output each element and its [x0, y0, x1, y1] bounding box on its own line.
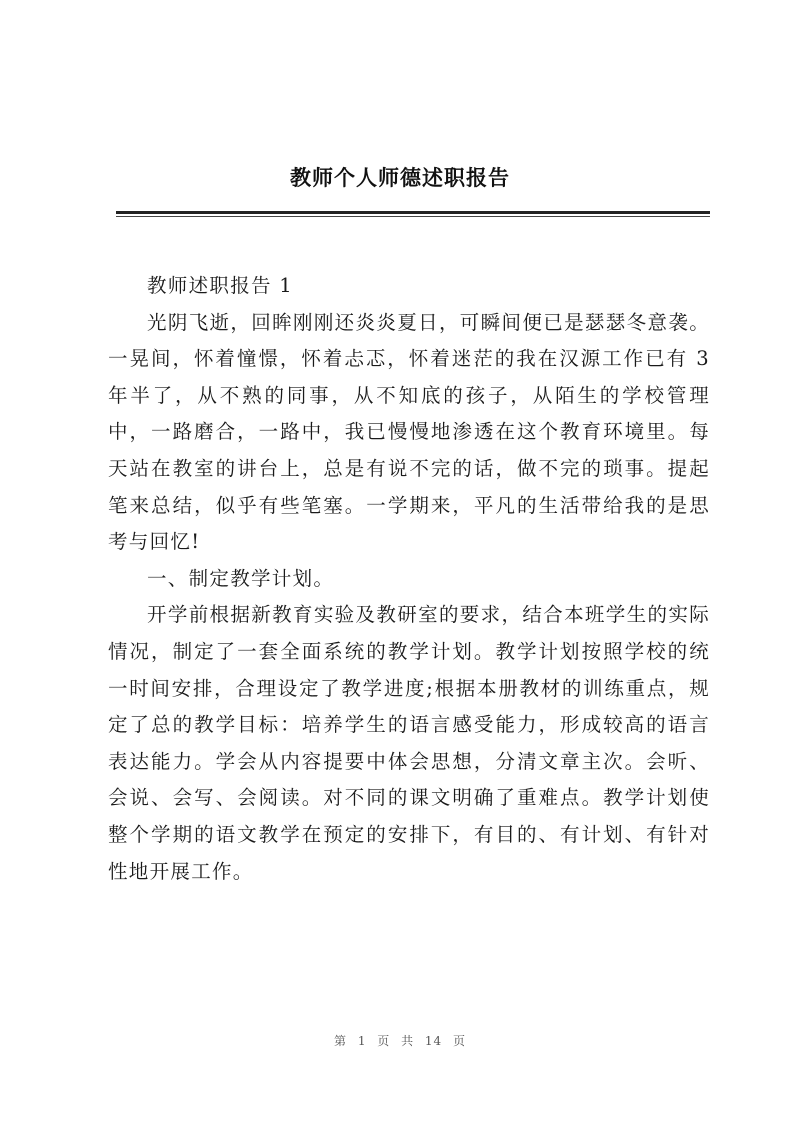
body-paragraph-intro: 光阴飞逝，回眸刚刚还炎炎夏日，可瞬间便已是瑟瑟冬意袭。一晃间，怀着憧憬，怀着忐忑，怀着迷茫的我在汉源工作已有 3 年半了，从不熟的同事，从不知底的孩子，从陌生的学校管理中，一路磨合，一路中，我已慢慢地渗透在这个教育环境里。每天站在教室的讲台上，总是有说不完的话，做不完的琐事。提起笔来总结，似乎有些笔塞。一学期来，平凡的生活带给我的是思考与回忆!	[108, 310, 710, 554]
page-number-footer: 第 1 页 共 14 页	[334, 1034, 466, 1048]
section-subheading: 教师述职报告 1	[147, 274, 294, 297]
document-title: 教师个人师德述职报告	[290, 165, 510, 190]
document-body	[108, 268, 710, 890]
section-heading-teaching-plan: 一、制定教学计划。	[147, 566, 335, 590]
body-paragraph-teaching-plan: 开学前根据新教育实验及教研室的要求，结合本班学生的实际情况，制定了一套全面系统的教学计划。教学计划按照学校的统一时间安排，合理设定了教学进度;根据本册教材的训练重点，规定了总的教学目标：培养学生的语言感受能力，形成较高的语言表达能力。学会从内容提要中体会思想，分清文章主次。会听、会说、会写、会阅读。对不同的课文明确了重难点。教学计划使整个学期的语文教学在预定的安排下，有目的、有计划、有针对性地开展工作。	[108, 603, 710, 883]
title-underline-thin	[116, 216, 710, 217]
title-underline-thick	[116, 211, 710, 214]
